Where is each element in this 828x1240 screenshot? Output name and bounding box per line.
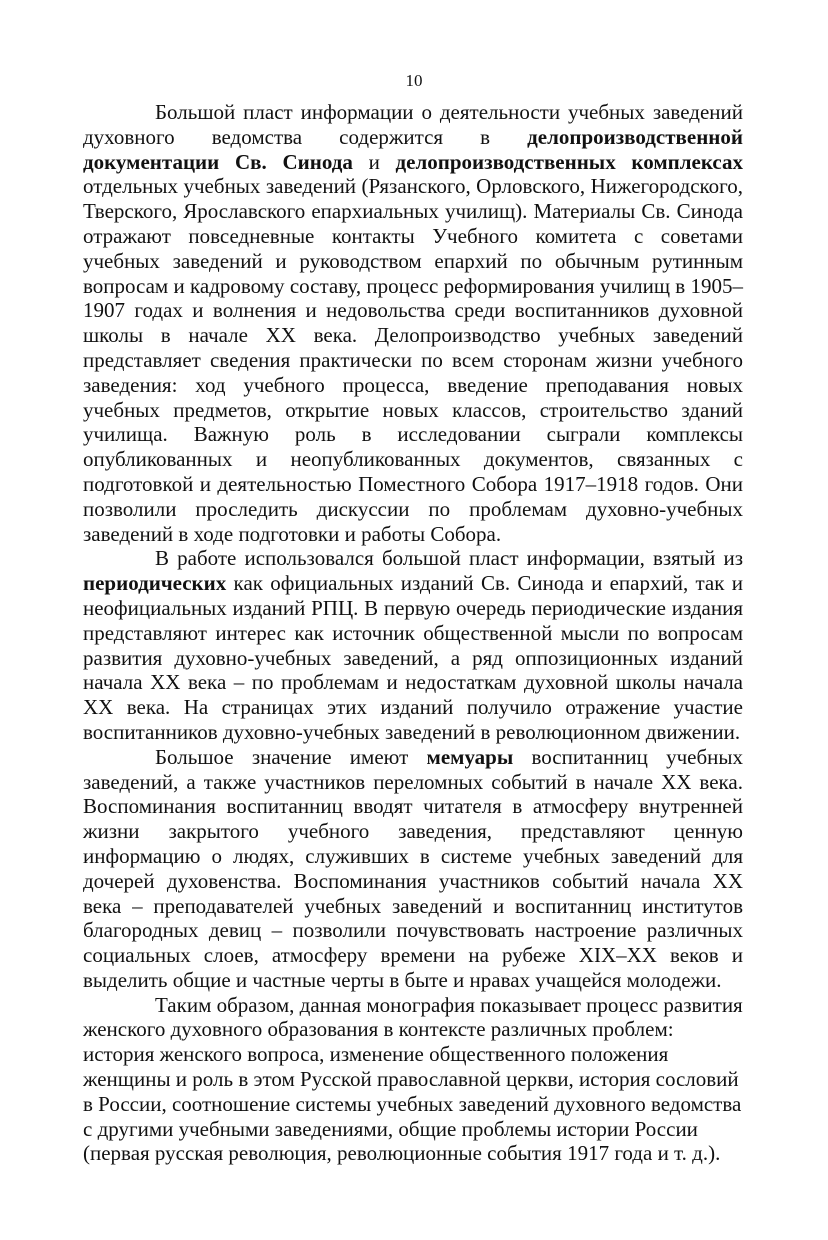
paragraph-periodicals — [83, 546, 743, 744]
paragraph-archival-sources — [83, 100, 743, 546]
page-number: 10 — [405, 71, 423, 90]
text-segment: Большое значение имеют — [155, 744, 427, 769]
bold-term-memoirs: мемуары — [426, 744, 514, 769]
paragraph-conclusion — [83, 993, 743, 1167]
text-segment: воспитанниц учебных заведений, а также участников переломных событий в начале XX века. Воспоминания воспитанниц вводят читателя в атмосферу внутренней жизни закрытого учебного заведения, представляют ценную информацию о людях, служивших в системе учебных заведений для дочерей духовенства. Воспоминания участников событий начала XX века – преподавателей учебных заведений и воспитанниц институтов благородных девиц – позволили почувствовать настроение различных социальных слоев, атмосферу времени на рубеже XIX–XX веков и выделить общие и частные черты в быте и нравах учащейся молодежи. — [83, 744, 743, 992]
text-segment: В работе использовался большой пласт информации, взятый из — [155, 546, 743, 571]
text-segment: Таким образом, данная монография показывает процесс развития женского духовного образования в контексте различных проблем: история женского вопроса, изменение общественного положения женщины и роль в этом Русской православной церкви, история сословий в России, соотношение системы учебных заведений духовного ведомства с другими учебными заведениями, общие проблемы истории России (первая русская революция, революционные события 1917 года и т. д.). — [83, 992, 743, 1166]
text-segment: Большой пласт информации о деятельности учебных заведений духовного ведомства содержится в — [83, 100, 743, 149]
text-segment: как официальных изданий Св. Синода и епархий, так и неофициальных изданий РПЦ. В первую очередь периодические издания представляют интерес как источник общественной мысли по вопросам развития духовно-учебных заведений, а ряд оппозиционных изданий начала XX века – по проблемам и недостаткам духовной школы начала XX века. На страницах этих изданий получило отражение участие воспитанников духовно-учебных заведений в революционном движении. — [83, 571, 743, 744]
text-segment: и — [352, 149, 396, 174]
bold-term-synod-documentation: делопроизводственной документации Св. Синода — [83, 124, 743, 174]
paragraph-memoirs — [83, 745, 743, 993]
bold-term-periodicals: периодических — [83, 571, 227, 596]
bold-term-office-complexes: делопроизводственных комплексах — [395, 149, 744, 174]
text-segment: отдельных учебных заведений (Рязанского, Орловского, Нижегородского, Тверского, Ярославского епархиальных училищ). Материалы Св. Синода отражают повседневные контакты Учебного комитета с советами учебных заведений и руководством епархий по обычным рутинным вопросам и кадровому составу, процесс реформирования училищ в 1905–1907 годах и волнения и недовольства среди воспитанников духовной школы в начале XX века. Делопроизводство учебных заведений представляет сведения практически по всем сторонам жизни учебного заведения: ход учебного процесса, введение преподавания новых учебных предметов, открытие новых классов, строительство зданий училища. Важную роль в исследовании сыграли комплексы опубликованных и неопубликованных документов, связанных с подготовкой и деятельностью Поместного Собора 1917–1918 годов. Они позволили проследить дискуссии по проблемам духовно-учебных заведений в ходе подготовки и работы Собора. — [83, 174, 743, 546]
body-text — [83, 100, 743, 1166]
